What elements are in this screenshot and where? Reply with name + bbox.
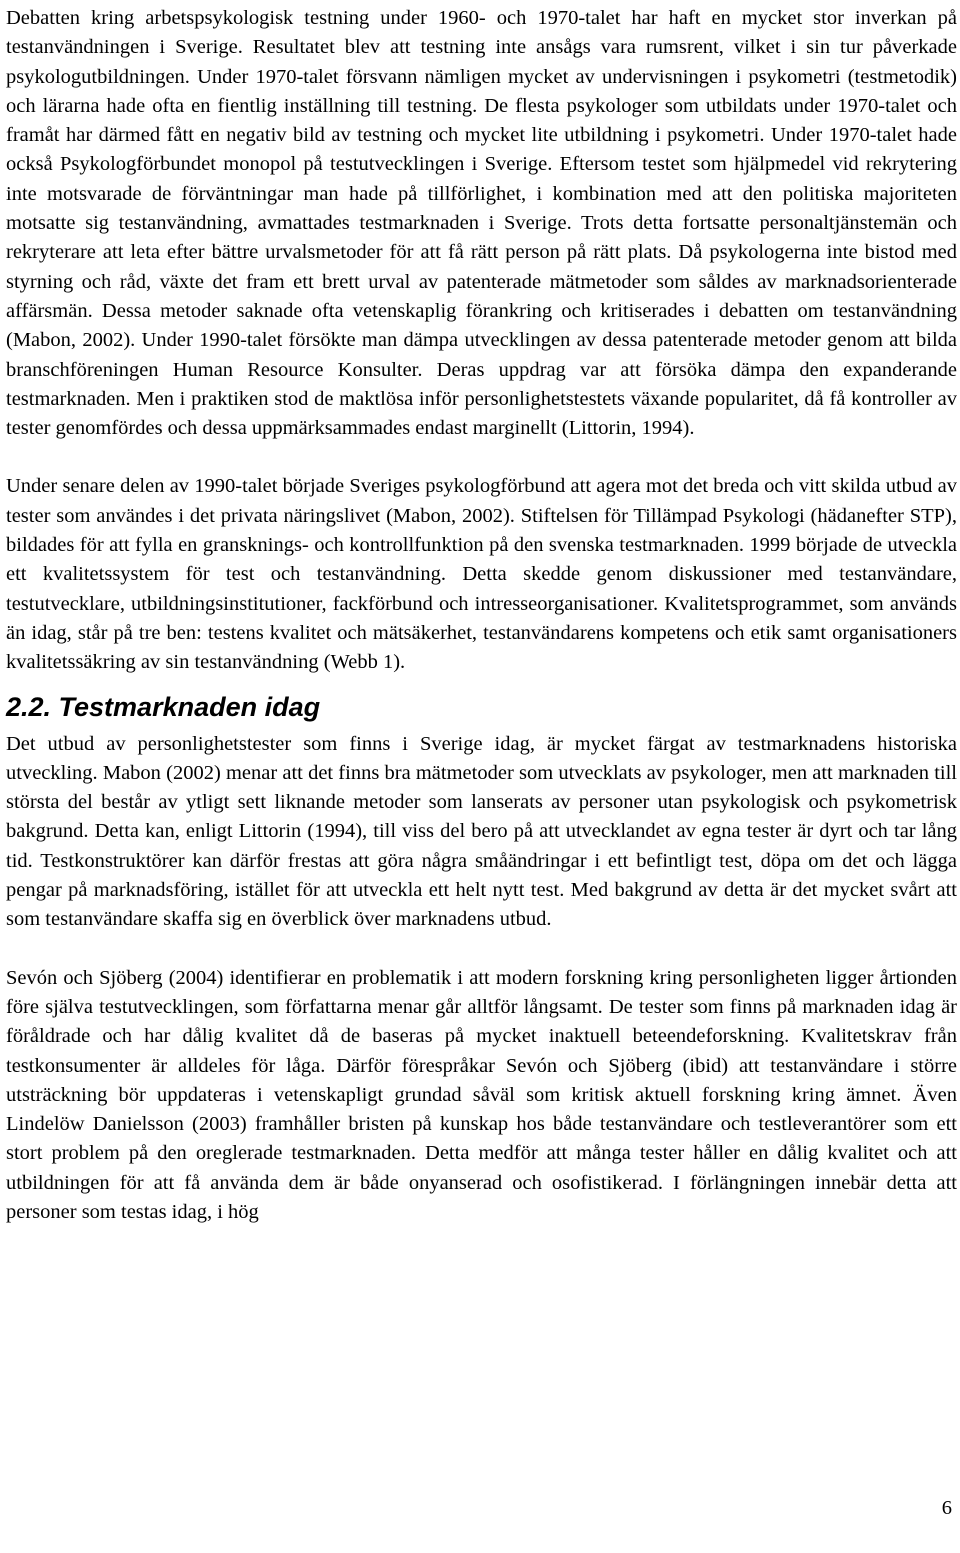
paragraph-spacer <box>6 443 957 472</box>
paragraph-testing-debate: Debatten kring arbetspsykologisk testning under 1960- och 1970-talet har haft en mycket stor inverkan på testanvändningen i Sverige. Resultatet blev att testning inte ansågs vara rumsrent, vilket i sin tur påverkade psykologutbildningen. Under 1970-talet försvann nämligen mycket av undervisningen i psykometri (testmetodik) och lärarna hade ofta en fientlig inställning till testning. De flesta psykologer som utbildats under 1970-talet och framåt har därmed fått en negativ bild av testning och mycket lite utbildning i psykometri. Under 1970-talet hade också Psykologförbundet monopol på testutvecklingen i Sverige. Eftersom testet som hjälpmedel vid rekrytering inte motsvarade de förväntningar man hade på tillförlighet, i kombination med att den politiska majoriteten motsatte sig testanvändning, avmattades testmarknaden i Sverige. Trots detta fortsatte personaltjänstemän och rekryterare att leta efter bättre urvalsmetoder för att få rätt person på rätt plats. Då psykologerna inte bistod med styrning och råd, växte det fram ett brett urval av patenterade mätmetoder som såldes av marknadsorienterade affärsmän. Dessa metoder saknade ofta vetenskaplig förankring och kritiserades i debatten om testanvändning (Mabon, 2002). Under 1990-talet försökte man dämpa utvecklingen av dessa patenterade metoder genom att bilda branschföreningen Human Resource Konsulter. Deras uppdrag var att försöka dämpa den expanderande testmarknaden. Men i praktiken stod de maktlösa inför personlighetstestets växande popularitet, då få kontroller av tester genomfördes och dessa uppmärksammades endast marginellt (Littorin, 1994). <box>6 7 957 440</box>
document-page <box>6 4 957 1227</box>
paragraph-spacer <box>6 935 957 964</box>
paragraph-stp-founding: Under senare delen av 1990-talet började Sveriges psykologförbund att agera mot det breda och vitt skilda utbud av tester som användes i det privata näringslivet (Mabon, 2002). Stiftelsen för Tillämpad Psykologi (hädanefter STP), bildades för att fylla en gransknings- och kontrollfunktion på den svenska testmarknaden. 1999 började de utveckla ett kvalitetssystem för test och testanvändning. Detta skedde genom diskussioner med testanvändare, testutvecklare, utbildningsinstitutioner, fackförbund och intresseorganisationer. Kvalitetsprogrammet, som används än idag, står på tre ben: testens kvalitet och mätsäkerhet, testanvändarens kompetens och etik samt organisationers kvalitetssäkring av sin testanvändning (Webb 1). <box>6 475 957 674</box>
section-heading: 2.2. Testmarknaden idag <box>6 691 321 722</box>
paragraph-test-supply: Det utbud av personlighetstester som finns i Sverige idag, är mycket färgat av testmarknadens historiska utveckling. Mabon (2002) menar att det finns bra mätmetoder som utvecklats av psykologer, men att marknaden till största del består av ytligt sett liknande metoder som lanserats av personer utan psykologisk och psykometrisk bakgrund. Detta kan, enligt Littorin (1994), till viss del bero på att utvecklandet av egna tester är dyrt och tar lång tid. Testkonstruktörer kan därför frestas att göra några småändringar i ett befintligt test, döpa om det och lägga pengar på marknadsföring, istället för att utveckla ett helt nytt test. Med bakgrund av detta är det mycket svårt att som testanvändare skaffa sig en överblick över marknadens utbud. <box>6 732 957 931</box>
paragraph-research-gap: Sevón och Sjöberg (2004) identifierar en problematik i att modern forskning kring personligheten ligger årtionden före själva testutvecklingen, som författarna menar går alltför långsamt. De tester som finns på marknaden idag är föråldrade och har dålig kvalitet då de baseras på mycket inaktuell beteendeforskning. Kvalitetskrav från testkonsumenter är alldeles för låga. Därför förespråkar Sevón och Sjöberg (ibid) att testanvändare i större utsträckning bör uppdateras i vetenskapligt grundad såväl som kritisk aktuell forskning kring ämnet. Även Lindelöw Danielsson (2003) framhåller bristen på kunskap hos både testanvändare och testleverantörer som ett stort problem på den oreglerade testmarknaden. Detta medför att många tester håller en dålig kvalitet och att utbildningen för att få använda dem är både onyanserad och osofistikerad. I förlängningen innebär detta att personer som testas idag, i hög <box>6 966 957 1223</box>
page-number: 6 <box>941 1497 952 1519</box>
